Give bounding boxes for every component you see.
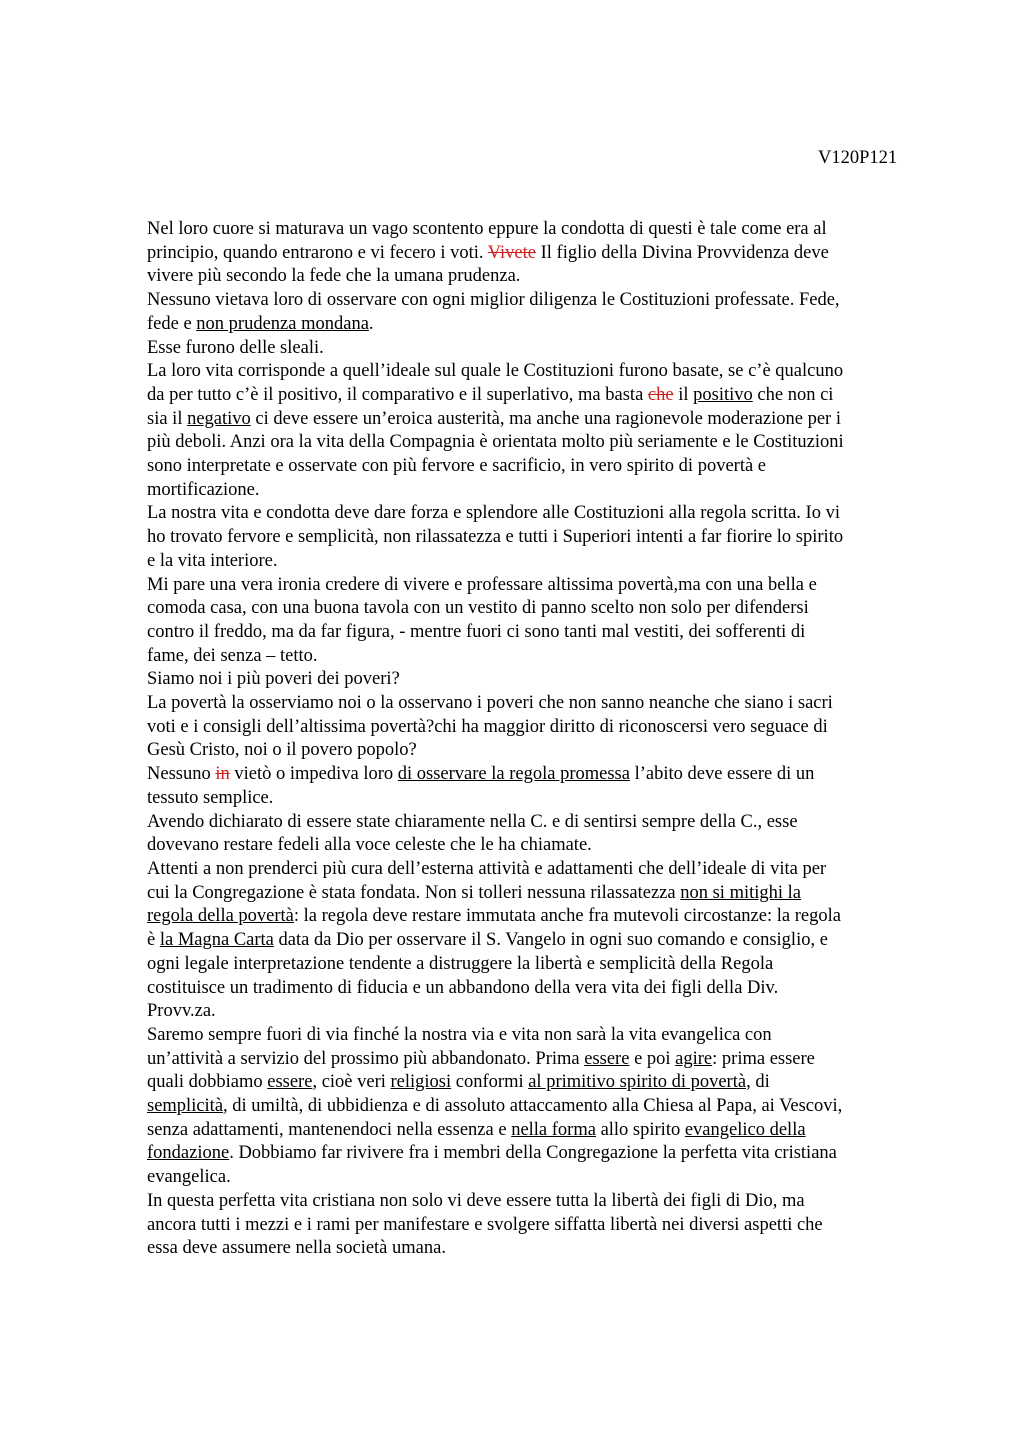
text-run: un’attività a servizio del prossimo più abbandonato. Prima [147,1048,585,1069]
text-run: il [673,384,694,405]
text-run: Attenti a non prenderci più cura dell’esterna attività e adattamenti che dell’ideale di vita per [147,858,827,879]
text-run: data da Dio per osservare il S. Vangelo in ogni suo comando e consiglio, e [273,930,828,951]
underlined-text: al primitivo spirito di povertà [528,1072,747,1093]
text-run: ancora tutti i mezzi e i rami per manifestare e svolgere siffatta libertà nei diversi aspetti che [147,1214,823,1235]
text-run: Nessuno [147,764,216,785]
text-line [147,1166,931,1190]
text-run: Mi pare una vera ironia credere di vivere e professare altissima povertà,ma con una bella e [147,574,817,595]
text-run: voti e i consigli dell’altissima povertà?chi ha maggior diritto di riconoscersi vero seguace di [147,716,828,737]
text-line [147,621,931,645]
text-run: quali dobbiamo [147,1072,268,1093]
text-line [147,574,931,598]
text-run: . Dobbiamo far rivivere fra i membri della Congregazione la perfetta vita cristiana [229,1143,837,1164]
text-run: mortificazione. [147,479,260,500]
document-body [147,218,931,1261]
text-run: La nostra vita e condotta deve dare forza e splendore alle Costituzioni alla regola scritta. Io vi [147,503,840,524]
text-line [147,953,931,977]
underlined-text: evangelico della [684,1119,806,1140]
text-run: ogni legale interpretazione tendente a distruggere la libertà e semplicità della Regola [147,953,774,974]
text-run: che non ci [752,384,834,405]
text-line [147,882,931,906]
text-run: : la regola deve restare immutata anche fra mutevoli circostanze: la regola [293,906,841,927]
text-run: Avendo dichiarato di essere state chiaramente nella C. e di sentirsi sempre della C., esse [147,811,798,832]
text-run: l’abito deve essere di un [629,764,815,785]
text-run: cui la Congregazione è stata fondata. Non si tolleri nessuna rilassatezza [147,882,681,903]
text-run: Siamo noi i più poveri dei poveri? [147,669,400,690]
text-line [147,692,931,716]
text-run: Nel loro cuore si maturava un vago scontento eppure la condotta di questi è tale come era al [147,219,827,239]
text-run: ho trovato fervore e semplicità, non rilassatezza e tutti i Superiori intenti a far fiorire lo spirito [147,527,844,548]
text-line [147,597,931,621]
text-line [147,739,931,763]
text-run: essa deve assumere nella società umana. [147,1238,446,1259]
text-line [147,977,931,1001]
text-run: da per tutto c’è il positivo, il comparativo e il superlativo, ma basta [147,384,648,405]
text-run: senza adattamenti, mantenendoci nella essenza e [147,1119,512,1140]
underlined-text: regola della povertà [147,906,294,927]
text-run: Provv.za. [147,1001,216,1022]
underlined-text: negativo [187,408,251,429]
underlined-text: di osservare la regola promessa [397,764,630,785]
text-run: vietò o impediva loro [229,764,398,785]
text-line [147,1024,931,1048]
text-line [147,787,931,811]
text-run: conformi [451,1072,529,1093]
text-line [147,1190,931,1214]
underlined-text: fondazione [147,1143,230,1164]
text-run: allo spirito [595,1119,685,1140]
text-line [147,1095,931,1119]
text-line [147,668,931,692]
text-line [147,289,931,313]
underlined-text: essere [584,1048,630,1069]
text-run: contro il freddo, ma da far figura, - mentre fuori ci sono tanti mal vestiti, dei sofferenti di [147,621,806,642]
text-run: Esse furono delle sleali. [147,337,324,358]
text-line [147,526,931,550]
underlined-text: la Magna Carta [159,930,274,951]
text-run: , di umiltà, di ubbidienza e di assoluto attaccamento alla Chiesa al Papa, ai Vescovi, [223,1096,843,1117]
text-run: Saremo sempre fuori di via finché la nostra via e vita non sarà la vita evangelica con [147,1024,772,1045]
text-line [147,1000,931,1024]
text-run: dovevano restare fedeli alla voce celeste che le ha chiamate. [147,835,592,856]
text-run: e la vita interiore. [147,550,278,571]
text-line [147,337,931,361]
text-run: Gesù Cristo, noi o il povero popolo? [147,740,417,761]
text-line [147,408,931,432]
text-run: vivere più secondo la fede che la umana prudenza. [147,266,521,287]
text-line [147,645,931,669]
text-line [147,716,931,740]
text-line [147,905,931,929]
underlined-text: agire [675,1048,713,1069]
text-line [147,384,931,408]
text-line [147,811,931,835]
text-line [147,1142,931,1166]
text-run: . [368,313,374,334]
underlined-text: semplicità [147,1096,224,1117]
text-run: La loro vita corrisponde a quell’ideale sul quale le Costituzioni furono basate, se c’è qualcuno [147,361,844,382]
text-line [147,1237,931,1261]
text-run: La povertà la osserviamo noi o la osservano i poveri che non sanno neanche che siano i sacri [147,693,833,714]
text-run: evangelica. [147,1167,231,1188]
text-line [147,360,931,384]
text-run: e poi [629,1048,676,1069]
text-run: principio, quando entrarono e vi fecero i voti. [147,242,488,263]
text-line [147,929,931,953]
text-line [147,763,931,787]
text-run: Nessuno vietava loro di osservare con ogni miglior diligenza le Costituzioni professate. Fede, [147,290,840,311]
underlined-text: nella forma [511,1119,596,1140]
underlined-text: positivo [693,384,753,405]
text-run: In questa perfetta vita cristiana non solo vi deve essere tutta la libertà dei figli di Dio, ma [147,1190,805,1211]
text-run: fede e [147,313,197,334]
text-run: , cioè veri [312,1072,391,1093]
text-line [147,1214,931,1238]
text-run: sia il [147,408,188,429]
text-line [147,1119,931,1143]
text-line [147,834,931,858]
text-line [147,858,931,882]
underlined-text: essere [267,1072,313,1093]
text-run: è [147,930,160,951]
text-line [147,1048,931,1072]
page-reference: V120P121 [818,148,898,168]
text-run: più deboli. Anzi ora la vita della Compagnia è orientata molto più seriamente e le Costituzioni [147,432,844,453]
text-line [147,550,931,574]
text-line [147,242,931,266]
struck-text: che [647,384,674,405]
underlined-text: non si mitighi la [680,882,801,903]
text-line [147,313,931,337]
text-line [147,218,931,242]
struck-text: in [215,764,230,785]
text-line [147,431,931,455]
text-run: : prima essere [712,1048,815,1069]
text-run: Il figlio della Divina Provvidenza deve [535,242,829,263]
text-line [147,265,931,289]
text-line [147,455,931,479]
text-run: , di [746,1072,770,1093]
struck-text: Vivete [487,242,536,263]
underlined-text: religiosi [390,1072,452,1093]
text-line [147,479,931,503]
text-run: tessuto semplice. [147,787,274,808]
text-line [147,502,931,526]
text-run: fame, dei senza – tetto. [147,645,318,666]
text-run: ci deve essere un’eroica austerità, ma anche una ragionevole moderazione per i [250,408,841,429]
text-run: comoda casa, con una buona tavola con un vestito di panno scelto non solo per difendersi [147,598,809,619]
text-run: costituisce un tradimento di fiducia e un abbandono della vera vita dei figli della Div. [147,977,779,998]
text-line [147,1071,931,1095]
text-run: sono interpretate e osservate con più fervore e sacrificio, in vero spirito di povertà e [147,456,767,477]
underlined-text: non prudenza mondana [196,313,369,334]
